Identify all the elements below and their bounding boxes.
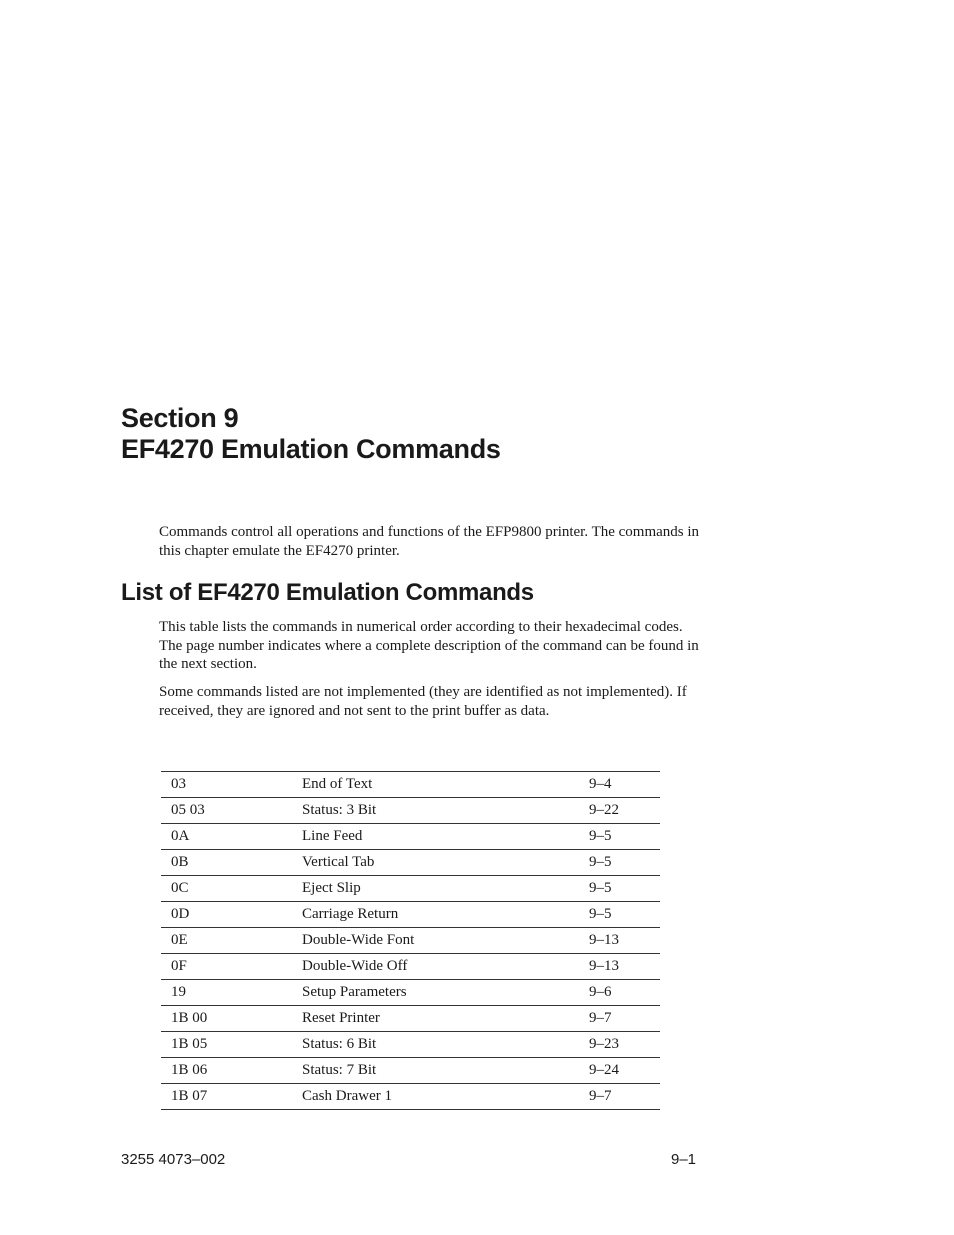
table-row (161, 824, 660, 850)
document-number: 3255 4073–002 (121, 1151, 226, 1168)
command-code: 19 (171, 984, 186, 1000)
table-row (161, 1058, 660, 1084)
table-row (161, 876, 660, 902)
command-name: Line Feed (302, 828, 363, 844)
command-code: 0E (171, 932, 188, 948)
table-row (161, 954, 660, 980)
table-row (161, 928, 660, 954)
command-name: Vertical Tab (302, 854, 375, 870)
not-implemented-paragraph: Some commands listed are not implemented (they are identified as not implemented). If received, they are ignored and not sent to the print buffer as data. (159, 684, 687, 719)
command-name: Double-Wide Font (302, 932, 415, 948)
section-number: Section 9 (121, 403, 239, 433)
command-page: 9–7 (589, 1088, 612, 1104)
command-page: 9–13 (589, 932, 619, 948)
section-name: EF4270 Emulation Commands (121, 434, 501, 464)
table-row (161, 1006, 660, 1032)
command-code: 1B 00 (171, 1010, 208, 1026)
command-name: Reset Printer (302, 1010, 380, 1026)
command-code: 1B 07 (171, 1088, 208, 1104)
command-page: 9–7 (589, 1010, 612, 1026)
intro-paragraph: Commands control all operations and functions of the EFP9800 printer. The commands in this chapter emulate the EF4270 printer. (159, 524, 700, 559)
command-name: Double-Wide Off (302, 958, 408, 974)
commands-table (161, 771, 660, 1110)
command-name: Status: 6 Bit (302, 1036, 377, 1052)
command-page: 9–5 (589, 828, 612, 844)
page-number: 9–1 (671, 1151, 697, 1168)
command-code: 0B (171, 854, 189, 870)
command-page: 9–4 (589, 776, 612, 792)
table-row (161, 850, 660, 876)
command-page: 9–5 (589, 906, 612, 922)
command-page: 9–13 (589, 958, 619, 974)
command-name: Carriage Return (302, 906, 399, 922)
command-code: 0A (171, 828, 190, 844)
command-page: 9–5 (589, 880, 612, 896)
command-code: 0C (171, 880, 189, 896)
table-row (161, 1084, 660, 1110)
command-code: 0D (171, 906, 190, 922)
command-name: End of Text (302, 776, 373, 792)
command-code: 1B 06 (171, 1062, 208, 1078)
command-code: 1B 05 (171, 1036, 208, 1052)
table-row (161, 980, 660, 1006)
command-name: Setup Parameters (302, 984, 407, 1000)
list-heading: List of EF4270 Emulation Commands (121, 579, 534, 606)
table-row (161, 902, 660, 928)
table-row (161, 772, 660, 798)
command-code: 0F (171, 958, 187, 974)
table-description-paragraph: This table lists the commands in numerical order according to their hexadecimal codes. The page number indicates where a complete description of the command can be found in the next section. (159, 619, 699, 672)
table-row (161, 1032, 660, 1058)
command-page: 9–23 (589, 1036, 619, 1052)
command-page: 9–24 (589, 1062, 619, 1078)
command-page: 9–6 (589, 984, 612, 1000)
command-name: Cash Drawer 1 (302, 1088, 392, 1104)
command-page: 9–22 (589, 802, 619, 818)
command-name: Eject Slip (302, 880, 361, 896)
command-code: 03 (171, 776, 186, 792)
command-code: 05 03 (171, 802, 205, 818)
command-page: 9–5 (589, 854, 612, 870)
command-name: Status: 3 Bit (302, 802, 377, 818)
command-name: Status: 7 Bit (302, 1062, 377, 1078)
table-row (161, 798, 660, 824)
section-title (121, 403, 501, 465)
